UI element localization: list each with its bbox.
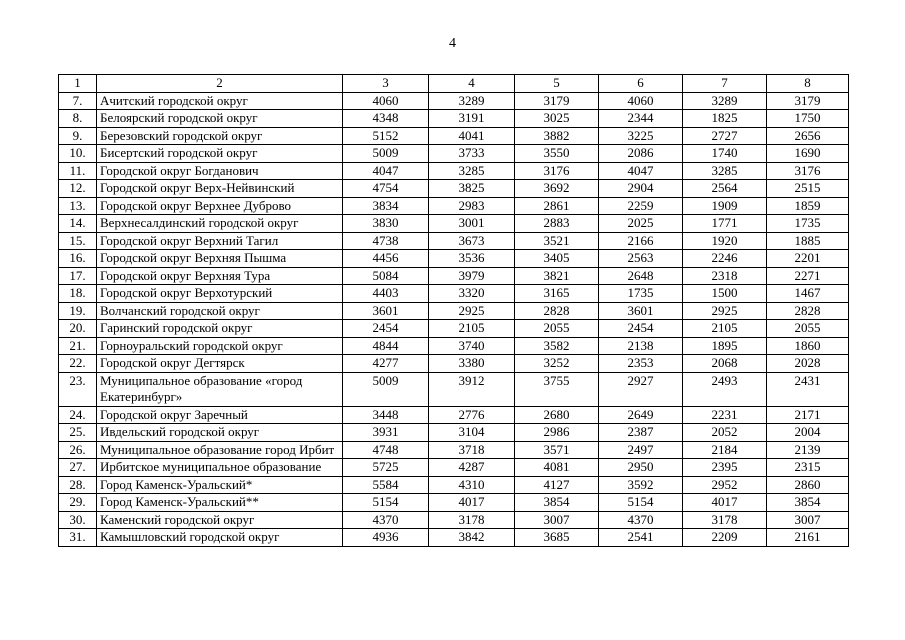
row-name-cell: Камышловский городской округ [97,529,343,547]
row-value-cell: 3285 [429,162,515,180]
row-value-cell: 2395 [683,459,767,477]
row-value-cell: 2925 [683,302,767,320]
row-number-cell: 10. [59,145,97,163]
row-value-cell: 2828 [767,302,849,320]
table-row [59,232,849,250]
row-name-cell: Городской округ Богданович [97,162,343,180]
row-value-cell: 2656 [767,127,849,145]
row-value-cell: 2493 [683,372,767,406]
row-value-cell: 3225 [599,127,683,145]
row-value-cell: 3165 [515,285,599,303]
row-value-cell: 2166 [599,232,683,250]
row-name-cell: Город Каменск-Уральский* [97,476,343,494]
row-value-cell: 1825 [683,110,767,128]
row-value-cell: 3673 [429,232,515,250]
row-value-cell: 4060 [599,92,683,110]
table-row [59,145,849,163]
row-name-cell: Белоярский городской округ [97,110,343,128]
row-value-cell: 3007 [767,511,849,529]
row-value-cell: 2028 [767,355,849,373]
row-value-cell: 2927 [599,372,683,406]
row-value-cell: 2454 [343,320,429,338]
row-value-cell: 3842 [429,529,515,547]
table-row [59,476,849,494]
row-number-cell: 15. [59,232,97,250]
row-value-cell: 2648 [599,267,683,285]
row-number-cell: 16. [59,250,97,268]
table-row [59,441,849,459]
row-value-cell: 3685 [515,529,599,547]
row-value-cell: 4370 [343,511,429,529]
row-value-cell: 2209 [683,529,767,547]
header-cell: 2 [97,75,343,93]
row-value-cell: 4844 [343,337,429,355]
row-value-cell: 3830 [343,215,429,233]
row-name-cell: Ачитский городской округ [97,92,343,110]
row-number-cell: 21. [59,337,97,355]
table-row [59,110,849,128]
table-row [59,459,849,477]
row-number-cell: 9. [59,127,97,145]
row-name-cell: Верхнесалдинский городской округ [97,215,343,233]
row-value-cell: 3882 [515,127,599,145]
row-value-cell: 4370 [599,511,683,529]
row-name-cell: Горноуральский городской округ [97,337,343,355]
row-value-cell: 3025 [515,110,599,128]
row-value-cell: 3001 [429,215,515,233]
row-value-cell: 2068 [683,355,767,373]
row-number-cell: 28. [59,476,97,494]
header-row [59,75,849,93]
row-number-cell: 8. [59,110,97,128]
table-row [59,250,849,268]
row-value-cell: 4017 [683,494,767,512]
header-cell: 5 [515,75,599,93]
table-row [59,267,849,285]
row-value-cell: 2025 [599,215,683,233]
row-number-cell: 20. [59,320,97,338]
row-value-cell: 2431 [767,372,849,406]
row-value-cell: 1500 [683,285,767,303]
row-value-cell: 2515 [767,180,849,198]
row-value-cell: 1740 [683,145,767,163]
row-value-cell: 3178 [429,511,515,529]
row-value-cell: 1735 [599,285,683,303]
row-number-cell: 12. [59,180,97,198]
header-cell: 7 [683,75,767,93]
row-value-cell: 3252 [515,355,599,373]
row-value-cell: 5009 [343,145,429,163]
row-value-cell: 4060 [343,92,429,110]
row-value-cell: 3571 [515,441,599,459]
row-value-cell: 3912 [429,372,515,406]
table-row [59,180,849,198]
row-value-cell: 2161 [767,529,849,547]
row-number-cell: 30. [59,511,97,529]
row-value-cell: 2139 [767,441,849,459]
row-value-cell: 1895 [683,337,767,355]
table-row [59,372,849,406]
row-value-cell: 2246 [683,250,767,268]
table-row [59,162,849,180]
row-value-cell: 3834 [343,197,429,215]
row-value-cell: 2925 [429,302,515,320]
header-cell: 6 [599,75,683,93]
row-value-cell: 1909 [683,197,767,215]
row-value-cell: 4081 [515,459,599,477]
row-value-cell: 5154 [343,494,429,512]
header-cell: 1 [59,75,97,93]
row-value-cell: 1690 [767,145,849,163]
row-value-cell: 4403 [343,285,429,303]
row-name-cell: Городской округ Верхнее Дуброво [97,197,343,215]
row-number-cell: 19. [59,302,97,320]
row-value-cell: 2860 [767,476,849,494]
row-value-cell: 3733 [429,145,515,163]
row-number-cell: 22. [59,355,97,373]
row-value-cell: 2201 [767,250,849,268]
table-row [59,424,849,442]
row-value-cell: 3601 [599,302,683,320]
table-row [59,529,849,547]
page-number: 4 [449,36,456,51]
row-value-cell: 4277 [343,355,429,373]
row-value-cell: 4041 [429,127,515,145]
row-value-cell: 3380 [429,355,515,373]
row-value-cell: 2184 [683,441,767,459]
table-row [59,92,849,110]
row-value-cell: 2259 [599,197,683,215]
row-value-cell: 3740 [429,337,515,355]
row-value-cell: 3285 [683,162,767,180]
row-value-cell: 2983 [429,197,515,215]
row-number-cell: 13. [59,197,97,215]
row-value-cell: 3178 [683,511,767,529]
row-value-cell: 2727 [683,127,767,145]
row-name-cell: Бисертский городской округ [97,145,343,163]
data-table [58,74,849,547]
row-value-cell: 3176 [515,162,599,180]
row-value-cell: 1735 [767,215,849,233]
row-name-cell: Каменский городской округ [97,511,343,529]
row-value-cell: 2387 [599,424,683,442]
row-number-cell: 29. [59,494,97,512]
row-value-cell: 2171 [767,406,849,424]
row-value-cell: 3755 [515,372,599,406]
row-value-cell: 3320 [429,285,515,303]
row-value-cell: 2564 [683,180,767,198]
row-value-cell: 2541 [599,529,683,547]
row-name-cell: Ивдельский городской округ [97,424,343,442]
table-body [59,75,849,547]
row-value-cell: 3718 [429,441,515,459]
row-value-cell: 4348 [343,110,429,128]
row-value-cell: 4127 [515,476,599,494]
table-row [59,215,849,233]
row-number-cell: 18. [59,285,97,303]
row-value-cell: 3191 [429,110,515,128]
row-value-cell: 3405 [515,250,599,268]
row-value-cell: 5584 [343,476,429,494]
row-value-cell: 3104 [429,424,515,442]
table-row [59,511,849,529]
row-value-cell: 2318 [683,267,767,285]
row-value-cell: 2986 [515,424,599,442]
row-value-cell: 2055 [515,320,599,338]
row-value-cell: 4748 [343,441,429,459]
row-value-cell: 4738 [343,232,429,250]
table-row [59,127,849,145]
row-value-cell: 2315 [767,459,849,477]
table-row [59,337,849,355]
table-row [59,197,849,215]
row-value-cell: 5152 [343,127,429,145]
row-value-cell: 2497 [599,441,683,459]
row-value-cell: 2138 [599,337,683,355]
row-value-cell: 2271 [767,267,849,285]
row-value-cell: 4017 [429,494,515,512]
row-value-cell: 4456 [343,250,429,268]
row-value-cell: 5725 [343,459,429,477]
row-name-cell: Городской округ Дегтярск [97,355,343,373]
row-name-cell: Городской округ Верхняя Пышма [97,250,343,268]
header-cell: 8 [767,75,849,93]
row-value-cell: 3592 [599,476,683,494]
header-cell: 3 [343,75,429,93]
row-value-cell: 3179 [515,92,599,110]
row-value-cell: 2861 [515,197,599,215]
row-number-cell: 27. [59,459,97,477]
row-value-cell: 1467 [767,285,849,303]
row-number-cell: 24. [59,406,97,424]
row-value-cell: 2004 [767,424,849,442]
table-row [59,494,849,512]
row-value-cell: 2344 [599,110,683,128]
table-row [59,320,849,338]
row-number-cell: 31. [59,529,97,547]
row-number-cell: 11. [59,162,97,180]
row-number-cell: 17. [59,267,97,285]
header-cell: 4 [429,75,515,93]
row-name-cell: Муниципальное образование «город Екатеринбург» [97,372,343,406]
row-value-cell: 3289 [429,92,515,110]
row-value-cell: 2563 [599,250,683,268]
row-value-cell: 4310 [429,476,515,494]
row-value-cell: 2055 [767,320,849,338]
row-name-cell: Городской округ Верх-Нейвинский [97,180,343,198]
row-value-cell: 3854 [767,494,849,512]
row-value-cell: 2904 [599,180,683,198]
table-row [59,355,849,373]
row-value-cell: 5084 [343,267,429,285]
row-value-cell: 1920 [683,232,767,250]
row-value-cell: 1859 [767,197,849,215]
row-number-cell: 7. [59,92,97,110]
row-name-cell: Муниципальное образование город Ирбит [97,441,343,459]
row-value-cell: 3979 [429,267,515,285]
row-value-cell: 3521 [515,232,599,250]
row-value-cell: 2776 [429,406,515,424]
row-name-cell: Городской округ Верхотурский [97,285,343,303]
row-value-cell: 2454 [599,320,683,338]
table-row [59,285,849,303]
row-name-cell: Ирбитское муниципальное образование [97,459,343,477]
row-value-cell: 4047 [343,162,429,180]
row-value-cell: 3825 [429,180,515,198]
row-number-cell: 26. [59,441,97,459]
row-value-cell: 2883 [515,215,599,233]
row-name-cell: Волчанский городской округ [97,302,343,320]
row-value-cell: 2105 [683,320,767,338]
row-value-cell: 1885 [767,232,849,250]
row-value-cell: 3931 [343,424,429,442]
row-value-cell: 1860 [767,337,849,355]
table-row [59,406,849,424]
row-value-cell: 5009 [343,372,429,406]
row-number-cell: 23. [59,372,97,406]
row-value-cell: 3692 [515,180,599,198]
row-value-cell: 4936 [343,529,429,547]
row-value-cell: 2649 [599,406,683,424]
row-value-cell: 2086 [599,145,683,163]
row-value-cell: 3176 [767,162,849,180]
row-name-cell: Городской округ Верхняя Тура [97,267,343,285]
row-number-cell: 25. [59,424,97,442]
row-value-cell: 2952 [683,476,767,494]
row-value-cell: 3582 [515,337,599,355]
row-value-cell: 1750 [767,110,849,128]
row-value-cell: 3821 [515,267,599,285]
row-value-cell: 2231 [683,406,767,424]
row-value-cell: 2680 [515,406,599,424]
row-value-cell: 4287 [429,459,515,477]
row-value-cell: 2105 [429,320,515,338]
row-name-cell: Городской округ Заречный [97,406,343,424]
row-name-cell: Город Каменск-Уральский** [97,494,343,512]
row-value-cell: 3007 [515,511,599,529]
row-value-cell: 3289 [683,92,767,110]
row-value-cell: 3536 [429,250,515,268]
row-value-cell: 3179 [767,92,849,110]
row-value-cell: 4754 [343,180,429,198]
row-value-cell: 3550 [515,145,599,163]
row-number-cell: 14. [59,215,97,233]
row-value-cell: 5154 [599,494,683,512]
row-value-cell: 2353 [599,355,683,373]
row-value-cell: 4047 [599,162,683,180]
row-value-cell: 2828 [515,302,599,320]
row-value-cell: 1771 [683,215,767,233]
row-name-cell: Гаринский городской округ [97,320,343,338]
table-row [59,302,849,320]
row-value-cell: 2950 [599,459,683,477]
row-value-cell: 3854 [515,494,599,512]
row-value-cell: 3601 [343,302,429,320]
row-value-cell: 3448 [343,406,429,424]
row-name-cell: Городской округ Верхний Тагил [97,232,343,250]
row-value-cell: 2052 [683,424,767,442]
row-name-cell: Березовский городской округ [97,127,343,145]
